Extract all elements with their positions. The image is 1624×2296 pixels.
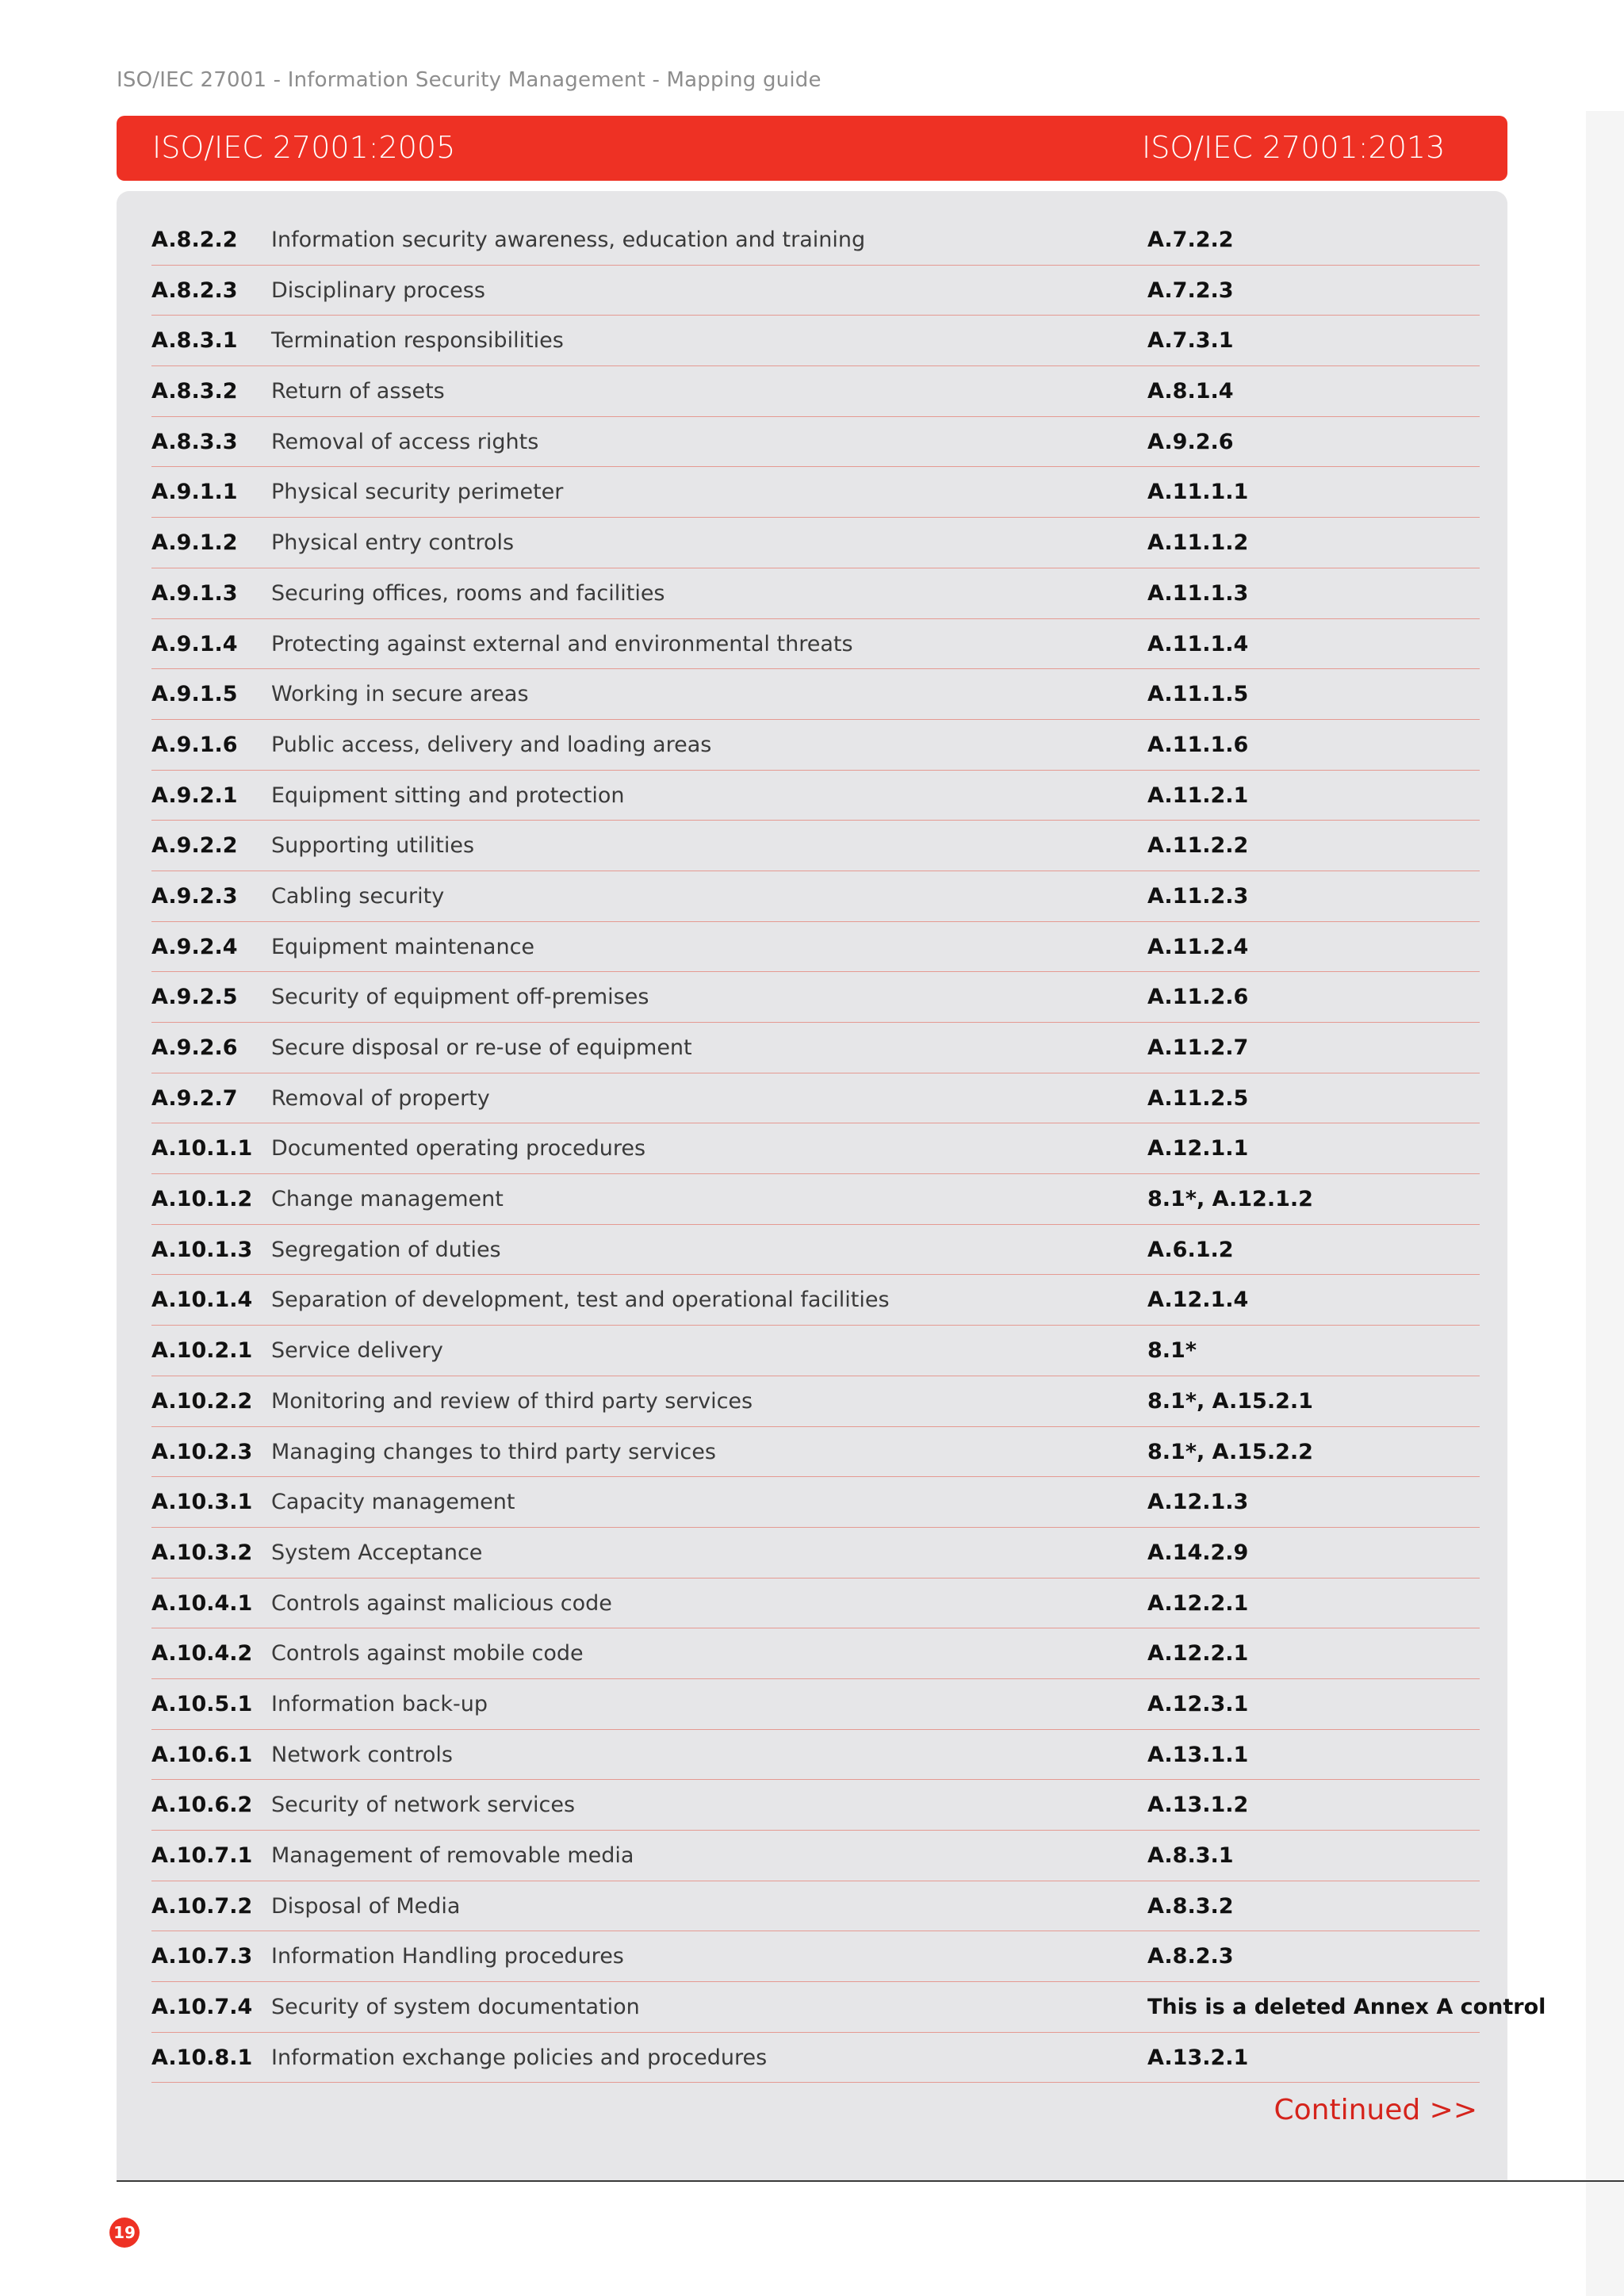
control-description: Security of equipment off-premises <box>271 985 649 1010</box>
control-description: Supporting utilities <box>271 833 475 859</box>
control-code-2005: A.9.1.5 <box>151 682 238 707</box>
control-mapping-2013: A.11.2.6 <box>1147 985 1249 1010</box>
control-mapping-2013: A.12.1.3 <box>1147 1490 1249 1515</box>
control-description: Service delivery <box>271 1338 443 1364</box>
control-mapping-2013: 8.1*, A.15.2.1 <box>1147 1388 1313 1414</box>
control-code-2005: A.8.3.3 <box>151 429 238 454</box>
control-mapping-2013: A.11.1.4 <box>1147 631 1249 656</box>
control-description: Physical security perimeter <box>271 480 564 505</box>
control-mapping-2013: A.9.2.6 <box>1147 429 1234 454</box>
control-description: Physical entry controls <box>271 530 515 556</box>
table-row <box>151 1881 1480 1932</box>
control-description: Network controls <box>271 1742 453 1767</box>
control-code-2005: A.9.2.3 <box>151 883 238 909</box>
page-number-badge: 19 <box>109 2218 140 2248</box>
control-code-2005: A.9.1.4 <box>151 631 238 656</box>
table-row <box>151 2033 1480 2084</box>
table-row <box>151 1780 1480 1831</box>
control-code-2005: A.10.7.4 <box>151 1995 253 2020</box>
running-header: ISO/IEC 27001 - Information Security Management - Mapping guide <box>117 68 822 92</box>
table-row <box>151 1174 1480 1225</box>
table-row <box>151 972 1480 1023</box>
table-row <box>151 518 1480 568</box>
table-row <box>151 1931 1480 1982</box>
control-mapping-2013: A.6.1.2 <box>1147 1237 1234 1262</box>
page-edge-strip <box>1586 111 1624 2296</box>
control-mapping-2013: A.11.1.1 <box>1147 480 1249 505</box>
table-row <box>151 1225 1480 1276</box>
control-description: Information Handling procedures <box>271 1944 624 1969</box>
control-description: Information security awareness, education and training <box>271 228 866 252</box>
table-row <box>151 1982 1546 2033</box>
table-row <box>151 467 1480 518</box>
table-row <box>151 1376 1480 1427</box>
control-description: Capacity management <box>271 1490 515 1515</box>
table-row <box>151 871 1480 922</box>
control-mapping-2013: A.8.1.4 <box>1147 379 1234 404</box>
control-description: Segregation of duties <box>271 1237 501 1262</box>
control-code-2005: A.8.3.1 <box>151 328 238 354</box>
control-code-2005: A.10.6.1 <box>151 1742 253 1767</box>
control-description: Information exchange policies and procedures <box>271 2045 768 2070</box>
control-description: Disciplinary process <box>271 277 485 303</box>
control-description: Management of removable media <box>271 1843 634 1868</box>
control-mapping-2013: A.11.2.1 <box>1147 783 1249 808</box>
control-description: Security of network services <box>271 1793 576 1818</box>
table-row <box>151 1679 1480 1730</box>
control-mapping-2013: A.13.1.2 <box>1147 1793 1249 1818</box>
table-row <box>151 1123 1480 1174</box>
control-code-2005: A.10.2.3 <box>151 1439 253 1464</box>
control-description: Security of system documentation <box>271 1995 640 2020</box>
table-row <box>151 316 1480 366</box>
table-row <box>151 1730 1480 1781</box>
control-code-2005: A.8.2.3 <box>151 277 238 303</box>
control-mapping-2013: A.11.2.2 <box>1147 833 1249 859</box>
control-code-2005: A.10.6.2 <box>151 1793 253 1818</box>
control-code-2005: A.10.4.1 <box>151 1590 253 1616</box>
control-description: Controls against malicious code <box>271 1590 612 1616</box>
control-description: Managing changes to third party services <box>271 1439 716 1464</box>
table-row <box>151 720 1480 771</box>
table-row <box>151 568 1480 619</box>
control-mapping-2013: A.11.1.2 <box>1147 530 1249 556</box>
control-description: Removal of property <box>271 1085 490 1111</box>
mapping-table <box>117 191 1546 2181</box>
control-code-2005: A.10.2.2 <box>151 1388 253 1414</box>
control-mapping-2013: A.12.2.1 <box>1147 1641 1249 1667</box>
control-mapping-2013: A.13.2.1 <box>1147 2045 1249 2070</box>
table-row <box>151 366 1480 417</box>
control-mapping-2013: A.7.3.1 <box>1147 328 1234 354</box>
control-code-2005: A.9.2.5 <box>151 985 238 1010</box>
control-mapping-2013: 8.1*, A.12.1.2 <box>1147 1187 1313 1212</box>
table-row <box>151 417 1480 468</box>
control-description: Equipment maintenance <box>271 934 535 959</box>
table-row <box>151 1831 1480 1881</box>
control-mapping-2013: A.8.2.3 <box>1147 1944 1234 1969</box>
table-row <box>151 1528 1480 1578</box>
table-row <box>151 1326 1480 1376</box>
control-code-2005: A.10.3.1 <box>151 1490 253 1515</box>
table-row <box>151 771 1480 821</box>
control-code-2005: A.9.1.3 <box>151 580 238 606</box>
control-mapping-2013: 8.1* <box>1147 1338 1197 1364</box>
control-code-2005: A.10.1.1 <box>151 1136 253 1161</box>
control-mapping-2013: A.13.1.1 <box>1147 1742 1249 1767</box>
table-row <box>151 619 1480 670</box>
control-mapping-2013: A.11.2.5 <box>1147 1085 1249 1111</box>
table-row <box>151 1477 1480 1528</box>
footer-rule <box>117 2180 1624 2182</box>
control-code-2005: A.10.7.1 <box>151 1843 253 1868</box>
control-code-2005: A.9.1.2 <box>151 530 238 556</box>
control-description: Securing offices, rooms and facilities <box>271 580 665 606</box>
control-description: Removal of access rights <box>271 429 539 454</box>
control-mapping-2013: A.11.2.4 <box>1147 934 1249 959</box>
control-description: System Acceptance <box>271 1540 483 1565</box>
control-description: Cabling security <box>271 883 445 909</box>
control-code-2005: A.10.3.2 <box>151 1540 253 1565</box>
control-mapping-2013: A.11.1.5 <box>1147 682 1249 707</box>
control-mapping-2013: A.8.3.1 <box>1147 1843 1234 1868</box>
table-row <box>151 1023 1480 1073</box>
control-code-2005: A.10.7.3 <box>151 1944 253 1969</box>
control-description: Documented operating procedures <box>271 1136 646 1161</box>
table-row <box>151 922 1480 973</box>
table-row <box>151 669 1480 720</box>
control-mapping-2013: A.11.1.6 <box>1147 732 1249 757</box>
control-code-2005: A.9.1.1 <box>151 480 238 505</box>
continued-link[interactable]: Continued >> <box>1274 2094 1477 2126</box>
control-description: Change management <box>271 1187 504 1212</box>
control-code-2005: A.9.1.6 <box>151 732 238 757</box>
control-mapping-2013: A.7.2.2 <box>1147 228 1234 252</box>
control-code-2005: A.10.5.1 <box>151 1691 253 1716</box>
control-description: Protecting against external and environmental threats <box>271 631 853 656</box>
control-code-2005: A.9.2.4 <box>151 934 238 959</box>
control-code-2005: A.8.2.2 <box>151 228 238 252</box>
table-row <box>151 1578 1480 1629</box>
control-code-2005: A.10.1.4 <box>151 1288 253 1313</box>
table-row <box>151 1427 1480 1478</box>
control-code-2005: A.10.7.2 <box>151 1893 253 1919</box>
control-code-2005: A.8.3.2 <box>151 379 238 404</box>
control-description: Monitoring and review of third party services <box>271 1388 753 1414</box>
control-code-2005: A.10.4.2 <box>151 1641 253 1667</box>
control-mapping-2013: A.12.3.1 <box>1147 1691 1249 1716</box>
control-mapping-2013: 8.1*, A.15.2.2 <box>1147 1439 1313 1464</box>
control-mapping-2013: A.14.2.9 <box>1147 1540 1249 1565</box>
control-mapping-2013: A.12.1.4 <box>1147 1288 1249 1313</box>
control-description: Return of assets <box>271 379 445 404</box>
control-mapping-2013: A.12.2.1 <box>1147 1590 1249 1616</box>
table-row <box>151 1275 1480 1326</box>
control-description: Termination responsibilities <box>271 328 564 354</box>
table-row <box>151 1628 1480 1679</box>
control-mapping-2013: A.11.2.7 <box>1147 1035 1249 1060</box>
control-description: Disposal of Media <box>271 1893 461 1919</box>
control-code-2005: A.9.2.6 <box>151 1035 238 1060</box>
table-title-bar <box>117 116 1507 181</box>
control-description: Secure disposal or re-use of equipment <box>271 1035 692 1060</box>
control-code-2005: A.10.2.1 <box>151 1338 253 1364</box>
table-row <box>151 1073 1480 1124</box>
control-description: Controls against mobile code <box>271 1641 584 1667</box>
control-mapping-2013: This is a deleted Annex A control <box>1147 1995 1546 2020</box>
table-row <box>151 266 1480 316</box>
control-code-2005: A.9.2.7 <box>151 1085 238 1111</box>
control-description: Information back-up <box>271 1691 488 1716</box>
control-description: Equipment sitting and protection <box>271 783 625 808</box>
mapping-rows <box>151 215 1546 2083</box>
control-description: Working in secure areas <box>271 682 529 707</box>
control-code-2005: A.10.8.1 <box>151 2045 253 2070</box>
control-description: Separation of development, test and operational facilities <box>271 1288 890 1313</box>
control-code-2005: A.9.2.2 <box>151 833 238 859</box>
column-heading-2005: ISO/IEC 27001:2005 <box>152 130 456 165</box>
table-row <box>151 215 1480 266</box>
control-code-2005: A.10.1.2 <box>151 1187 253 1212</box>
control-description: Public access, delivery and loading areas <box>271 732 712 757</box>
control-mapping-2013: A.11.1.3 <box>1147 580 1249 606</box>
control-code-2005: A.10.1.3 <box>151 1237 253 1262</box>
column-heading-2013: ISO/IEC 27001:2013 <box>1142 130 1446 165</box>
control-mapping-2013: A.12.1.1 <box>1147 1136 1249 1161</box>
control-mapping-2013: A.11.2.3 <box>1147 883 1249 909</box>
control-code-2005: A.9.2.1 <box>151 783 238 808</box>
control-mapping-2013: A.8.3.2 <box>1147 1893 1234 1919</box>
table-row <box>151 821 1480 871</box>
control-mapping-2013: A.7.2.3 <box>1147 277 1234 303</box>
